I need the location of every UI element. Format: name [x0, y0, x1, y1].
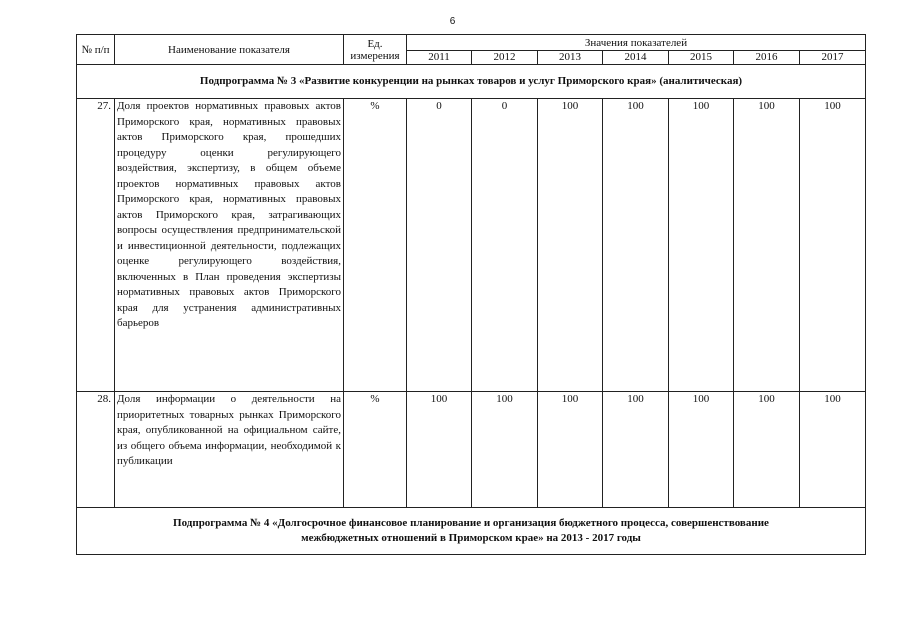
value-cell: 100: [603, 392, 669, 508]
unit-cell: %: [344, 392, 407, 508]
value-cell: 100: [734, 99, 800, 392]
row-number: 28.: [77, 392, 115, 508]
indicators-table: [76, 34, 866, 555]
header-unit: [344, 35, 407, 65]
value-cell: 100: [669, 392, 734, 508]
header-year: 2013: [538, 51, 603, 65]
header-year: 2012: [472, 51, 538, 65]
header-indicator-name: Наименование показателя: [115, 35, 344, 65]
value-cell: 0: [472, 99, 538, 392]
value-cell: 100: [472, 392, 538, 508]
page-number: 6: [449, 16, 456, 27]
value-cell: 100: [800, 392, 866, 508]
subprogram-3-title: Подпрограмма № 3 «Развитие конкуренции на рынках товаров и услуг Приморского края» (аналитическая): [77, 65, 866, 99]
header-unit-line1: Ед.: [367, 37, 383, 50]
table-row: [77, 392, 866, 508]
indicator-name: Доля информации о деятельности на приоритетных товарных рынках Приморского края, опубликованной на официальном сайте, из общего объема информации, необходимой к публикации: [115, 392, 344, 508]
value-cell: 100: [800, 99, 866, 392]
header-year: 2017: [800, 51, 866, 65]
header-values: Значения показателей: [407, 35, 866, 51]
value-cell: 0: [407, 99, 472, 392]
subprogram-4-title-line2: межбюджетных отношений в Приморском крае» на 2013 - 2017 годы: [301, 532, 641, 544]
value-cell: 100: [538, 392, 603, 508]
header-number: № п/п: [77, 35, 115, 65]
value-cell: 100: [407, 392, 472, 508]
value-cell: 100: [538, 99, 603, 392]
header-year: 2014: [603, 51, 669, 65]
subprogram-4-title: [77, 508, 866, 555]
header-year: 2016: [734, 51, 800, 65]
unit-cell: %: [344, 99, 407, 392]
header-year: 2011: [407, 51, 472, 65]
subprogram-4-title-line1: Подпрограмма № 4 «Долгосрочное финансовое планирование и организация бюджетного процесса, совершенствование: [173, 516, 769, 529]
table-row: [77, 99, 866, 392]
indicator-name: Доля проектов нормативных правовых актов Приморского края, нормативных правовых актов Приморского края, прошедших процедуру оценки регулирующего воздействия, экспертизу, в общем объеме проектов нормативных правовых актов Приморского края, нормативных правовых актов Приморского края, затрагивающих вопросы осуществления предпринимательской и инвестиционной деятельности, подлежащих оценке регулирующего воздействия, включенных в План проведения экспертизы нормативных правовых актов Приморского края для устранения административных барьеров: [115, 99, 344, 392]
row-number: 27.: [77, 99, 115, 392]
value-cell: 100: [603, 99, 669, 392]
header-year: 2015: [669, 51, 734, 65]
value-cell: 100: [734, 392, 800, 508]
header-unit-line2: измерения: [350, 49, 400, 62]
value-cell: 100: [669, 99, 734, 392]
